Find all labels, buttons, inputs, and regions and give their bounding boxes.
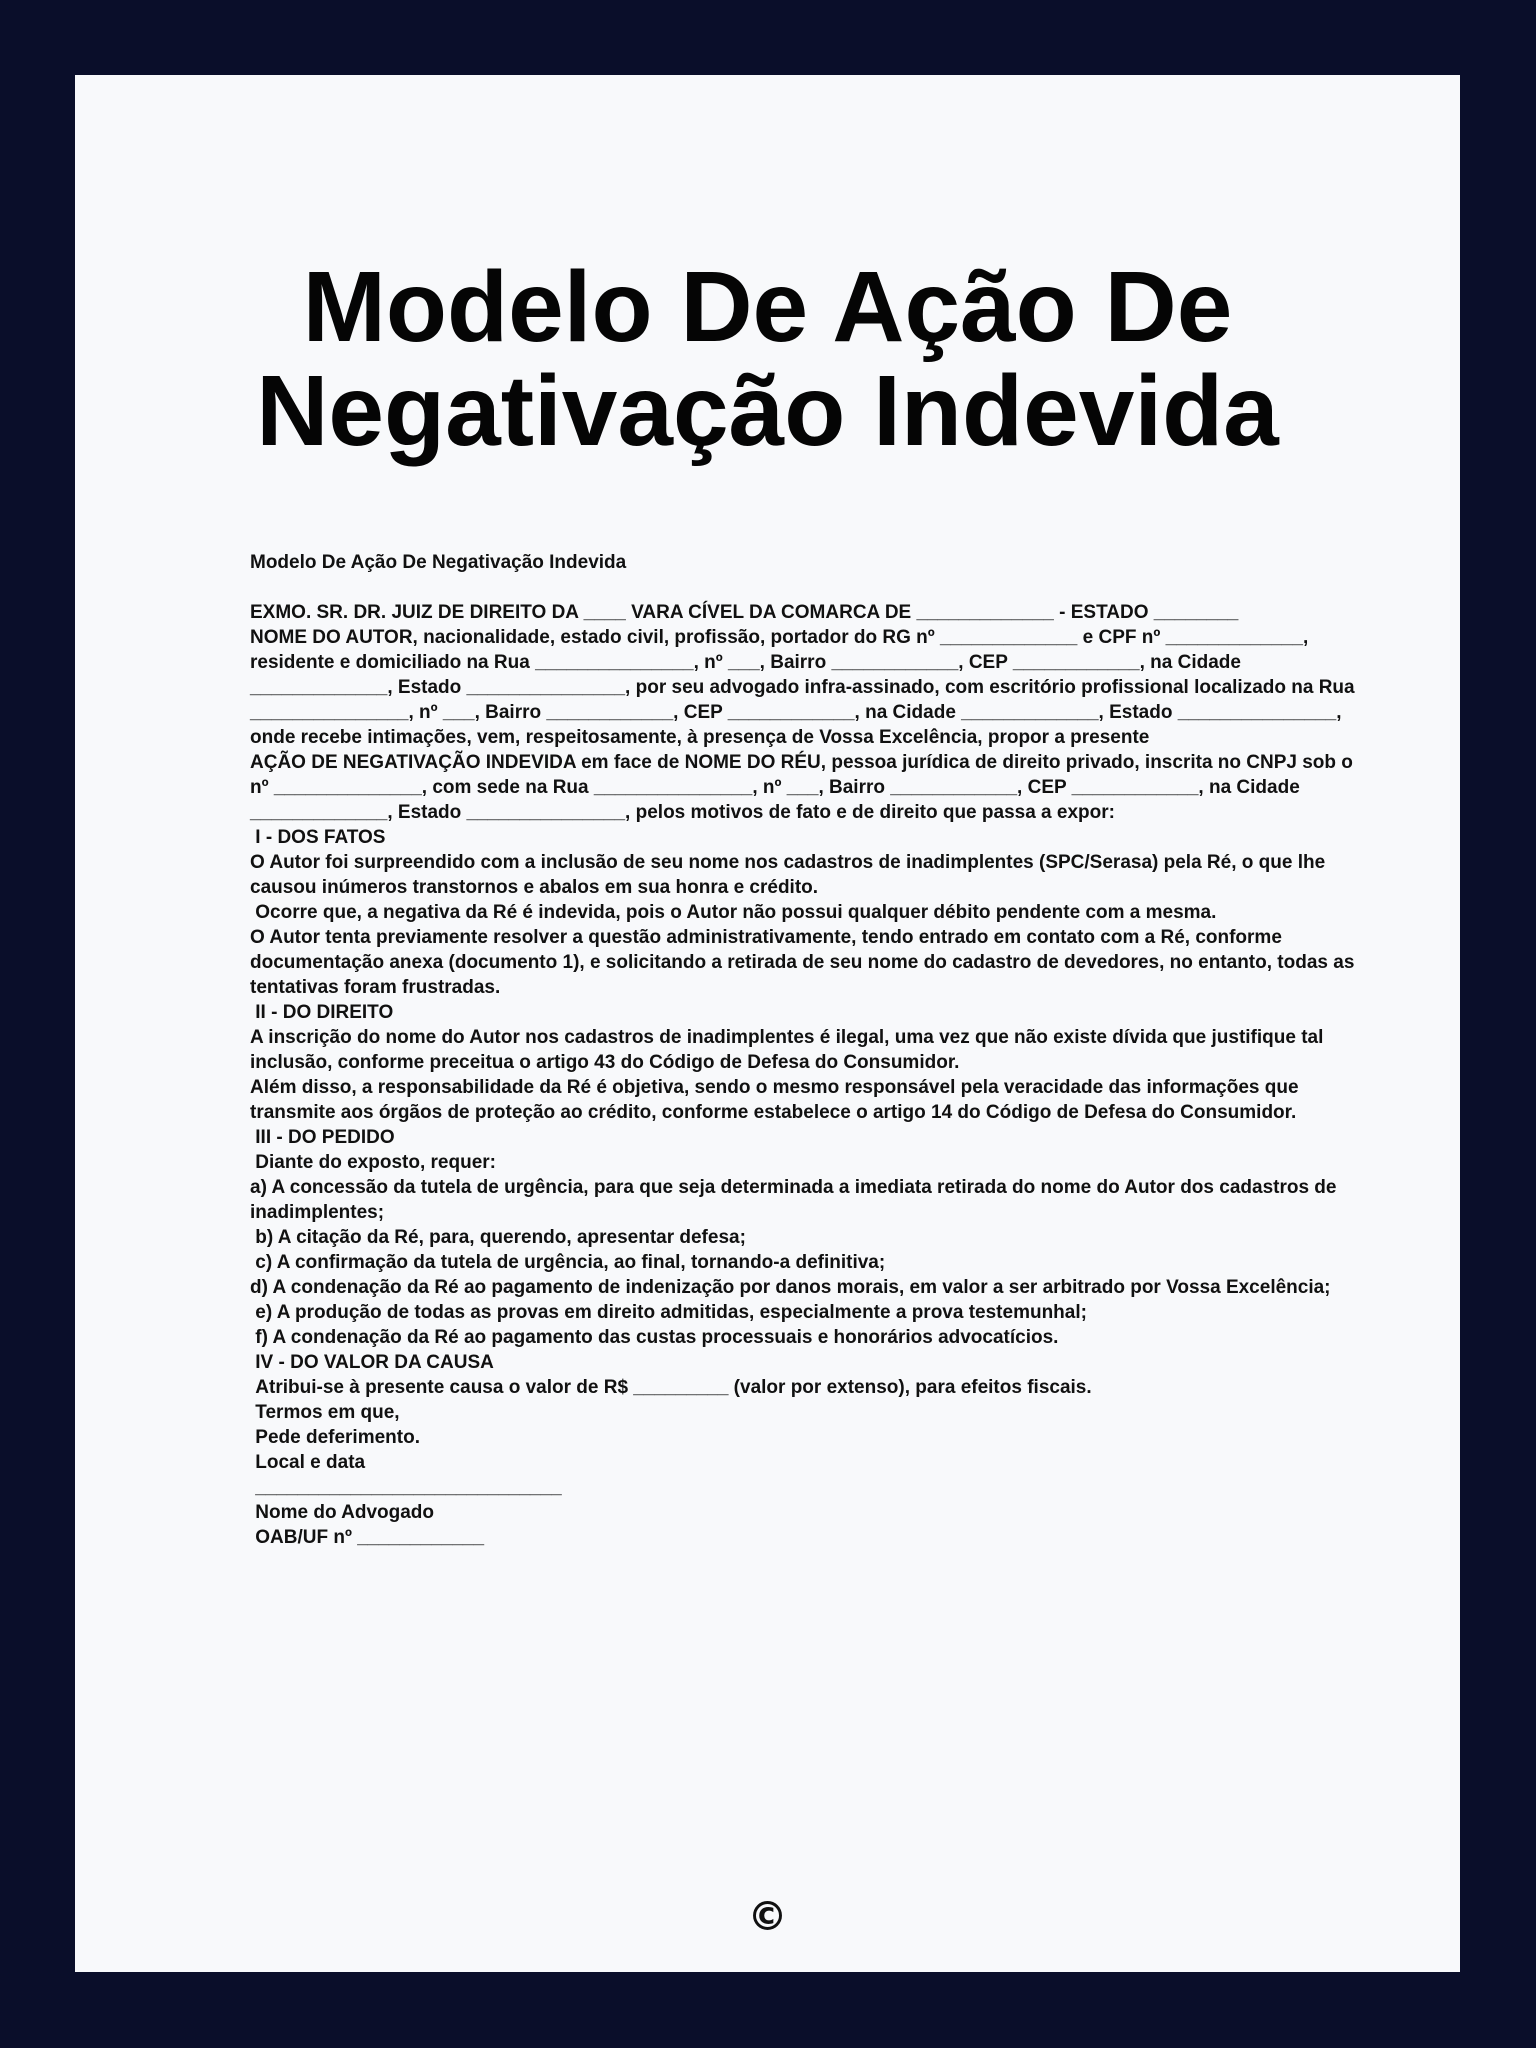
law-paragraph-1: A inscrição do nome do Autor nos cadastros de inadimplentes é ilegal, uma vez que não existe dívida que justifique tal inclusão, conforme preceitua o artigo 43 do Código de Defesa do Consumidor.	[250, 1027, 1329, 1073]
request-intro: Diante do exposto, requer:	[250, 1152, 496, 1173]
request-item-f: f) A condenação da Ré ao pagamento das custas processuais e honorários advocatícios.	[250, 1327, 1059, 1348]
action-paragraph: AÇÃO DE NEGATIVAÇÃO INDEVIDA em face de NOME DO RÉU, pessoa jurídica de direito privado, inscrita no CNPJ sob o nº ______________, com sede na Rua _______________, nº ___, Bairro ____________, CEP ____________, na Cidade _____________, Estado _______________, pelos motivos de fato e de direito que passa a expor:	[250, 752, 1359, 823]
document-title	[75, 251, 1460, 467]
closing-request: Pede deferimento.	[250, 1427, 420, 1448]
section-heading-request: III - DO PEDIDO	[250, 1127, 395, 1148]
request-item-b: b) A citação da Ré, para, querendo, apresentar defesa;	[250, 1227, 746, 1248]
value-paragraph: Atribui-se à presente causa o valor de R$ _________ (valor por extenso), para efeitos fiscais.	[250, 1377, 1092, 1398]
facts-paragraph-3: O Autor tenta previamente resolver a questão administrativamente, tendo entrado em contato com a Ré, conforme documentação anexa (documento 1), e solicitando a retirada de seu nome do cadastro de devedores, no entanto, todas as tentativas foram frustradas.	[250, 927, 1360, 998]
lawyer-oab: OAB/UF nº ____________	[250, 1527, 485, 1548]
plaintiff-paragraph: NOME DO AUTOR, nacionalidade, estado civil, profissão, portador do RG nº _____________ e CPF nº _____________, residente e domiciliado na Rua _______________, nº ___, Bairro ____________, CEP ____________, na Cidade _____________, Estado _______________, por seu advogado infra-assinado, com escritório profissional localizado na Rua _______________, nº ___, Bairro ____________, CEP ____________, na Cidade _____________, Estado _______________, onde recebe intimações, vem, respeitosamente, à presença de Vossa Excelência, propor a presente	[250, 627, 1360, 748]
request-item-d: d) A condenação da Ré ao pagamento de indenização por danos morais, em valor a ser arbitrado por Vossa Excelência;	[250, 1277, 1331, 1298]
document-subtitle: Modelo De Ação De Negativação Indevida	[250, 552, 627, 573]
section-heading-law: II - DO DIREITO	[250, 1002, 394, 1023]
request-item-a: a) A concessão da tutela de urgência, para que seja determinada a imediata retirada do nome do Autor dos cadastros de inadimplentes;	[250, 1177, 1342, 1223]
closing-terms: Termos em que,	[250, 1402, 400, 1423]
copyright-icon: ©	[747, 1894, 788, 1940]
facts-paragraph-2: Ocorre que, a negativa da Ré é indevida, pois o Autor não possui qualquer débito pendente com a mesma.	[250, 902, 1217, 923]
lawyer-name: Nome do Advogado	[250, 1502, 435, 1523]
title-line-2: Negativação Indevida	[256, 355, 1279, 467]
spacer	[250, 575, 1360, 600]
facts-paragraph-1: O Autor foi surpreendido com a inclusão de seu nome nos cadastros de inadimplentes (SPC/Serasa) pela Ré, o que lhe causou inúmeros transtornos e abalos em sua honra e crédito.	[250, 852, 1331, 898]
section-heading-facts: I - DOS FATOS	[250, 827, 386, 848]
court-header: EXMO. SR. DR. JUIZ DE DIREITO DA ____ VARA CÍVEL DA COMARCA DE _____________ - ESTADO ________	[250, 602, 1239, 623]
signature-line: _____________________________	[250, 1477, 562, 1498]
section-heading-value: IV - DO VALOR DA CAUSA	[250, 1352, 494, 1373]
request-item-e: e) A produção de todas as provas em direito admitidas, especialmente a prova testemunhal;	[250, 1302, 1087, 1323]
document-body	[250, 550, 1360, 1550]
request-item-c: c) A confirmação da tutela de urgência, ao final, tornando-a definitiva;	[250, 1252, 886, 1273]
document-page	[75, 75, 1460, 1972]
closing-place-date: Local e data	[250, 1452, 366, 1473]
law-paragraph-2: Além disso, a responsabilidade da Ré é objetiva, sendo o mesmo responsável pela veracidade das informações que transmite aos órgãos de proteção ao crédito, conforme estabelece o artigo 14 do Código de Defesa do Consumidor.	[250, 1077, 1304, 1123]
title-line-1: Modelo De Ação De	[302, 251, 1233, 363]
